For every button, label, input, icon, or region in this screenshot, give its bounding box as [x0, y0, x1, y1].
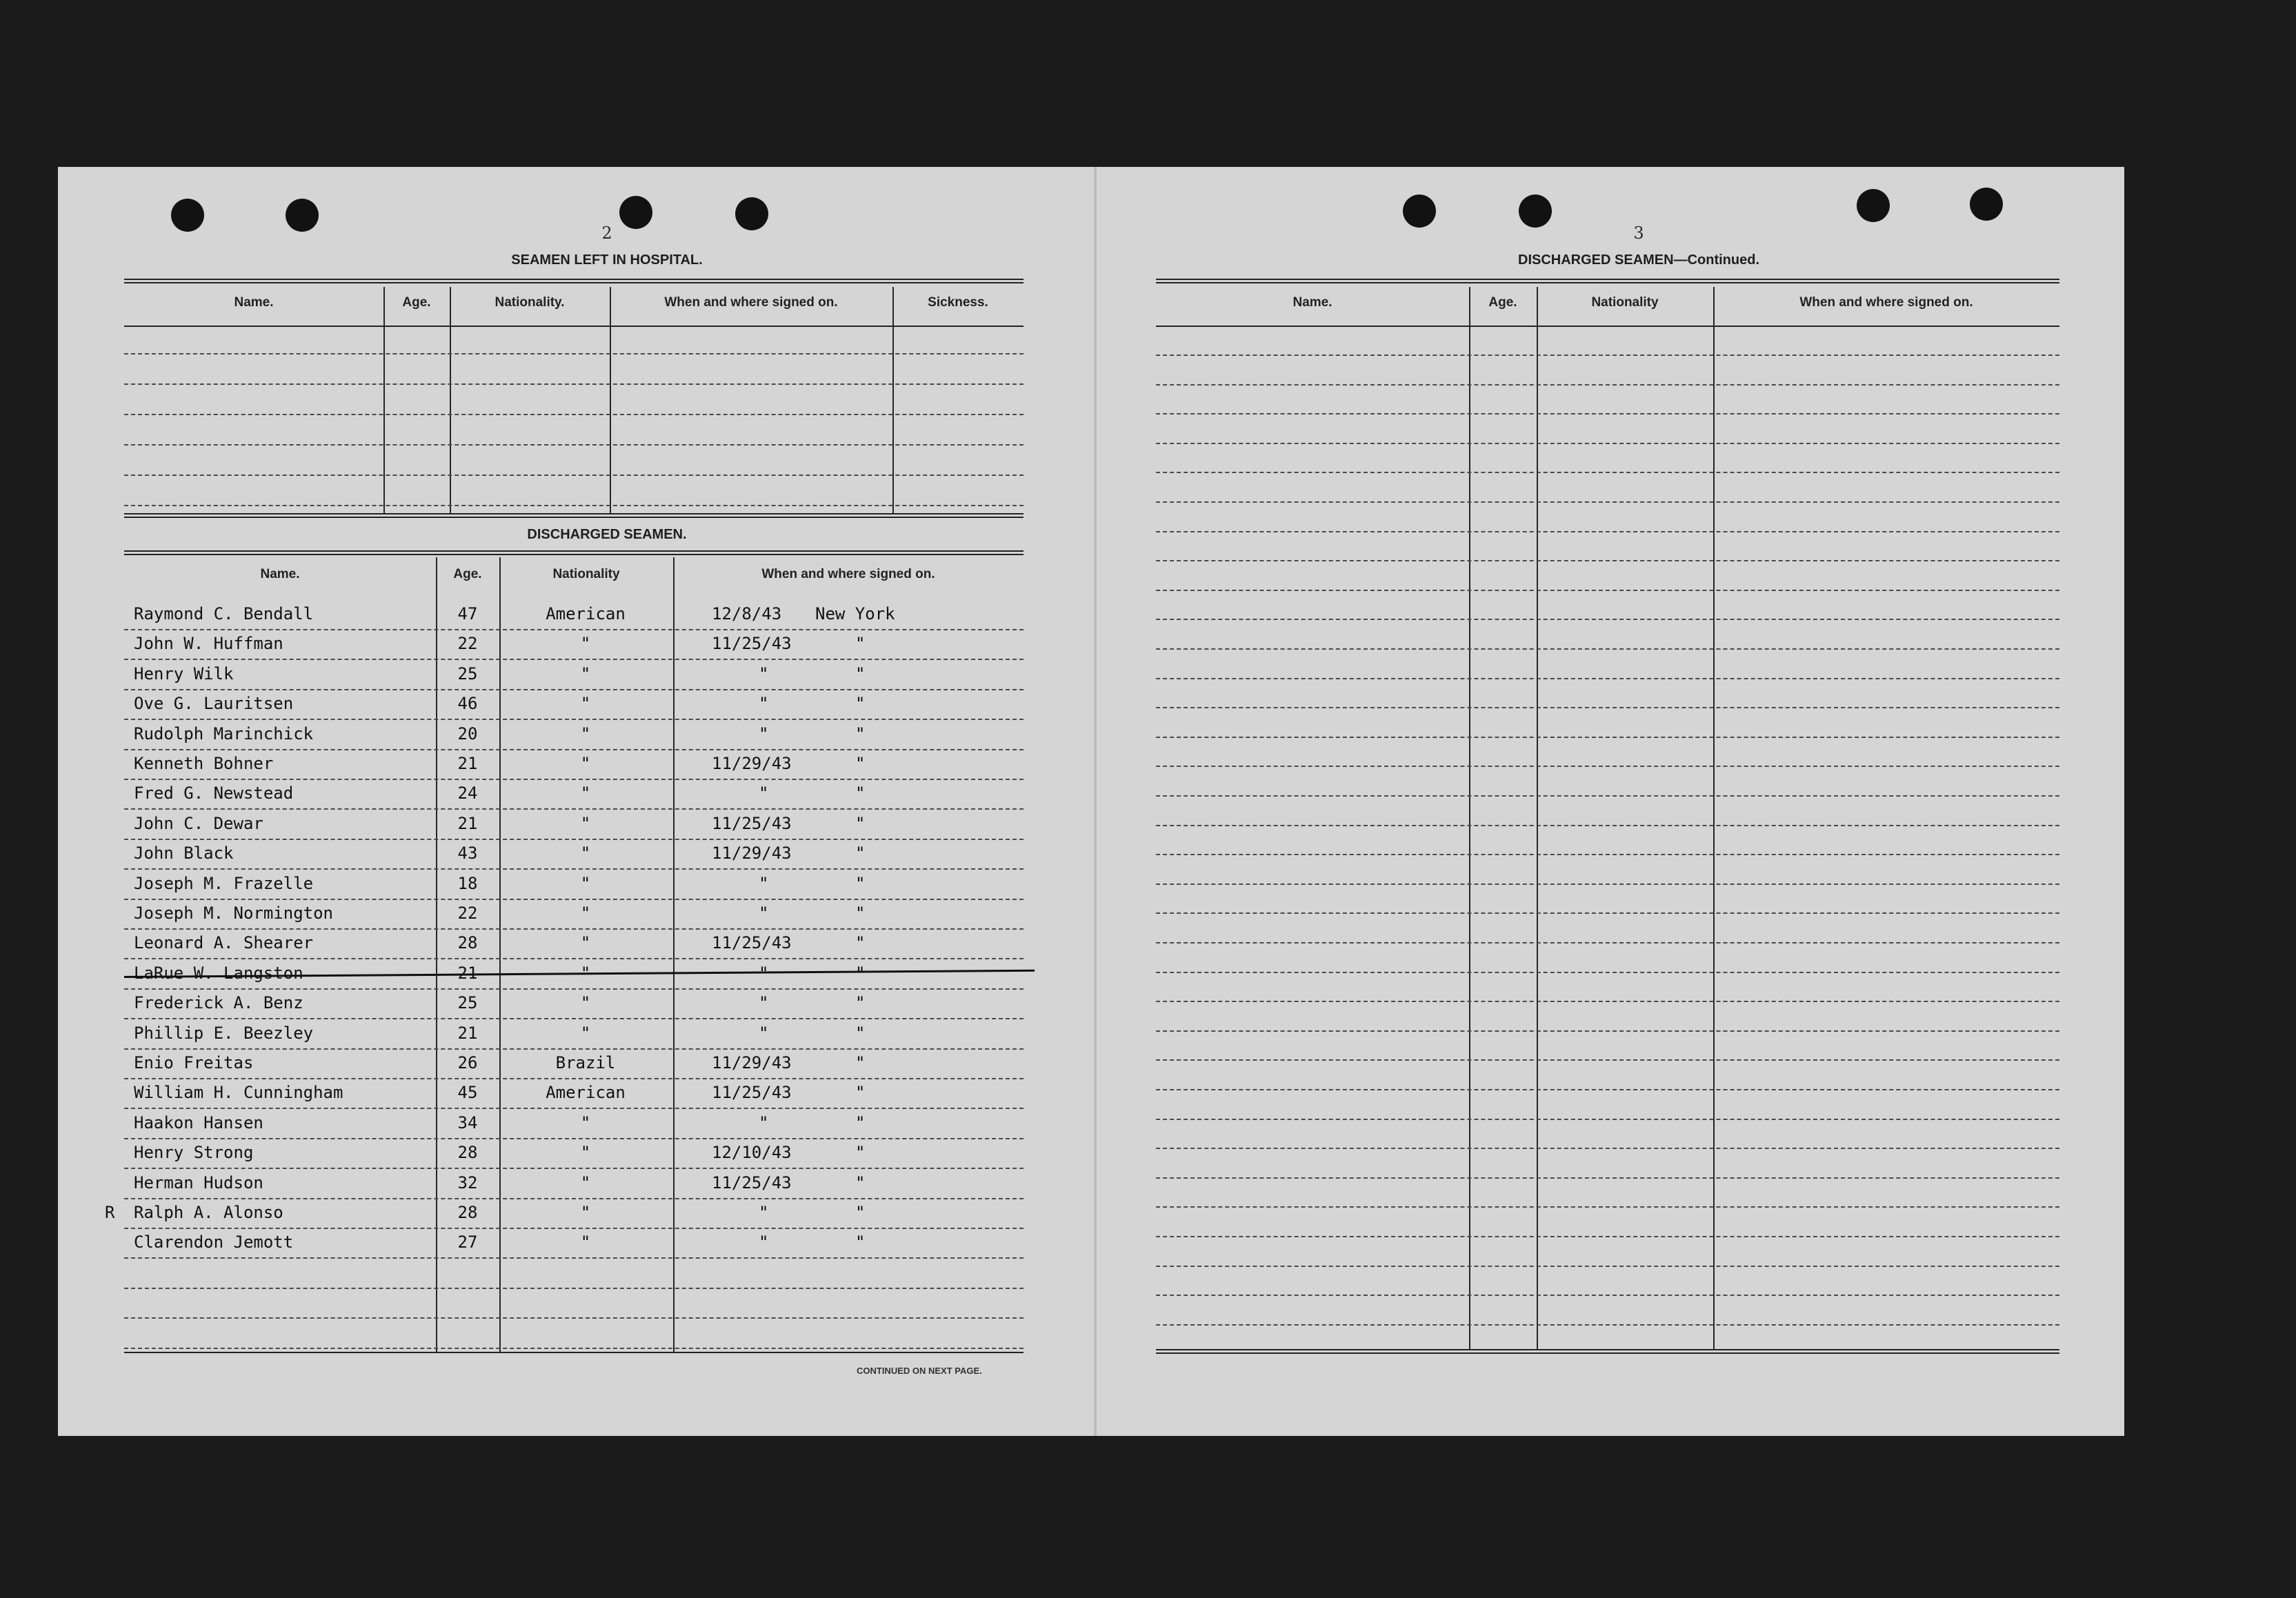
row-line — [124, 958, 1024, 959]
seaman-age: 21 — [457, 754, 478, 773]
discharged-header-name: Name. — [260, 567, 300, 581]
seaman-signed-date: 11/25/43 — [712, 1083, 792, 1103]
seaman-signed-place: " — [855, 634, 866, 654]
seaman-name: Enio Freitas — [134, 1053, 254, 1072]
continued-row-line — [1156, 883, 2059, 885]
row-line — [124, 719, 1024, 720]
hospital-row-line — [124, 444, 1024, 446]
seaman-signed-date: " — [759, 903, 769, 923]
seaman-age: 20 — [457, 723, 478, 743]
continued-row-line — [1156, 384, 2059, 386]
seaman-age: 46 — [457, 694, 478, 714]
seaman-nationality: " — [580, 1203, 591, 1222]
row-line — [124, 689, 1024, 690]
seaman-name: Herman Hudson — [134, 1172, 263, 1192]
continued-col-divider — [1537, 287, 1538, 1349]
page-number: 2 — [601, 223, 612, 243]
seaman-nationality: American — [546, 604, 626, 623]
row-line — [124, 749, 1024, 750]
seaman-age: 47 — [457, 604, 478, 623]
seaman-nationality: American — [546, 1083, 626, 1103]
seaman-nationality: " — [580, 723, 591, 743]
seaman-signed-date: " — [759, 873, 769, 893]
seaman-age: 22 — [457, 634, 478, 654]
hospital-section-title: SEAMEN LEFT IN HOSPITAL. — [511, 252, 703, 268]
hospital-row-line — [124, 475, 1024, 476]
seaman-name: Kenneth Bohner — [134, 754, 274, 773]
continued-row-line — [1156, 1119, 2059, 1120]
seaman-name: Phillip E. Beezley — [134, 1023, 314, 1043]
seaman-name: Raymond C. Bendall — [134, 604, 314, 623]
page-number: 3 — [1633, 223, 1644, 243]
seaman-nationality: " — [580, 1112, 591, 1132]
seaman-nationality: " — [580, 783, 591, 803]
continued-row-line — [1156, 531, 2059, 532]
seaman-signed-place: " — [855, 963, 866, 983]
seaman-nationality: " — [580, 694, 591, 714]
seaman-name: Joseph M. Normington — [134, 903, 333, 923]
discharged-continued-title: DISCHARGED SEAMEN—Continued. — [1518, 252, 1759, 268]
left-page — [105, 167, 1090, 1436]
seaman-signed-place: " — [855, 783, 866, 803]
seaman-signed-date: " — [759, 1023, 769, 1043]
continued-row-line — [1156, 648, 2059, 650]
hospital-row-line — [124, 414, 1024, 415]
hospital-row-line — [124, 505, 1024, 506]
continued-row-line — [1156, 472, 2059, 473]
row-line — [124, 1228, 1024, 1229]
seaman-signed-date: 11/25/43 — [712, 634, 792, 654]
row-prefix-mark: R — [105, 1203, 115, 1222]
continued-row-line — [1156, 354, 2059, 356]
seaman-name: Henry Strong — [134, 1143, 254, 1163]
seaman-name: Clarendon Jemott — [134, 1232, 294, 1252]
seaman-signed-place: " — [855, 1053, 866, 1072]
hospital-row-line — [124, 383, 1024, 385]
continued-header-name: Name. — [1292, 295, 1332, 310]
seaman-signed-date: 11/29/43 — [712, 1053, 792, 1072]
hospital-row-line — [124, 353, 1024, 354]
row-line — [124, 839, 1024, 840]
seaman-signed-place: New York — [815, 604, 895, 623]
seaman-name: Henry Wilk — [134, 663, 234, 683]
row-line — [124, 988, 1024, 990]
seaman-signed-date: " — [759, 1112, 769, 1132]
seaman-nationality: " — [580, 663, 591, 683]
hospital-col-divider — [450, 287, 451, 515]
seaman-signed-place: " — [855, 1203, 866, 1222]
seaman-signed-date: " — [759, 663, 769, 683]
seaman-signed-date: " — [759, 1232, 769, 1252]
seaman-nationality: " — [580, 813, 591, 833]
row-line — [124, 1078, 1024, 1079]
discharged-section-title: DISCHARGED SEAMEN. — [527, 527, 687, 542]
seaman-nationality: " — [580, 634, 591, 654]
seaman-signed-place: " — [855, 1023, 866, 1043]
seaman-name: LaRue W. Langston — [134, 963, 303, 983]
continued-col-divider — [1713, 287, 1715, 1349]
continued-row-line — [1156, 1148, 2059, 1149]
continued-row-line — [1156, 678, 2059, 679]
seaman-nationality: " — [580, 993, 591, 1013]
seaman-signed-place: " — [855, 993, 866, 1013]
seaman-name: William H. Cunningham — [134, 1083, 343, 1103]
blank-row-line — [124, 1348, 1024, 1349]
seaman-nationality: " — [580, 1143, 591, 1163]
row-line — [124, 868, 1024, 870]
seaman-age: 18 — [457, 873, 478, 893]
seaman-age: 28 — [457, 933, 478, 953]
seaman-signed-date: " — [759, 723, 769, 743]
seaman-signed-place: " — [855, 1083, 866, 1103]
hospital-header-nationality: Nationality. — [495, 295, 565, 310]
seaman-signed-date: " — [759, 993, 769, 1013]
continued-header-nationality: Nationality — [1591, 295, 1659, 310]
continued-col-divider — [1469, 287, 1470, 1349]
continued-row-line — [1156, 1177, 2059, 1179]
seaman-signed-place: " — [855, 754, 866, 773]
seaman-age: 26 — [457, 1053, 478, 1072]
continued-row-line — [1156, 1206, 2059, 1208]
seaman-name: Ralph A. Alonso — [134, 1203, 283, 1222]
discharged-header-age: Age. — [453, 567, 482, 581]
continued-row-line — [1156, 1324, 2059, 1326]
continued-header-rule — [1156, 326, 2059, 327]
seaman-age: 22 — [457, 903, 478, 923]
continued-row-line — [1156, 560, 2059, 561]
seaman-nationality: " — [580, 1172, 591, 1192]
continued-row-line — [1156, 1030, 2059, 1032]
continued-row-line — [1156, 1236, 2059, 1237]
seaman-nationality: " — [580, 1023, 591, 1043]
row-line — [124, 928, 1024, 930]
seaman-name: Frederick A. Benz — [134, 993, 303, 1013]
continued-row-line — [1156, 825, 2059, 826]
seaman-age: 28 — [457, 1203, 478, 1222]
continued-row-line — [1156, 737, 2059, 738]
seaman-age: 21 — [457, 1023, 478, 1043]
hospital-header-rule — [124, 326, 1024, 327]
continued-row-line — [1156, 707, 2059, 708]
seaman-age: 24 — [457, 783, 478, 803]
seaman-name: John Black — [134, 843, 234, 863]
seaman-nationality: " — [580, 903, 591, 923]
row-line — [124, 1108, 1024, 1109]
continued-row-line — [1156, 1059, 2059, 1061]
continued-row-line — [1156, 854, 2059, 855]
continued-row-line — [1156, 1089, 2059, 1090]
discharged-top-rule — [124, 550, 1024, 555]
seaman-nationality: Brazil — [555, 1053, 616, 1072]
seaman-nationality: " — [580, 933, 591, 953]
page-fold — [1094, 167, 1097, 1436]
hospital-col-divider — [610, 287, 611, 515]
seaman-signed-place: " — [855, 663, 866, 683]
discharged-header-nationality: Nationality — [552, 567, 620, 581]
seaman-signed-place: " — [855, 1232, 866, 1252]
seaman-signed-date: 11/29/43 — [712, 843, 792, 863]
seaman-age: 21 — [457, 813, 478, 833]
seaman-name: John C. Dewar — [134, 813, 263, 833]
seaman-name: John W. Huffman — [134, 634, 283, 654]
continued-header-signed-on: When and where signed on. — [1799, 295, 1973, 310]
seaman-nationality: " — [580, 963, 591, 983]
seaman-signed-date: " — [759, 694, 769, 714]
row-line — [124, 1198, 1024, 1199]
continued-header-age: Age. — [1488, 295, 1517, 310]
row-line — [124, 629, 1024, 630]
discharged-col-divider — [673, 557, 675, 1352]
seaman-name: Leonard A. Shearer — [134, 933, 314, 953]
continued-row-line — [1156, 413, 2059, 415]
manifest-sheet — [58, 167, 2124, 1436]
seaman-nationality: " — [580, 754, 591, 773]
continued-row-line — [1156, 942, 2059, 943]
row-line — [124, 1168, 1024, 1169]
seaman-age: 45 — [457, 1083, 478, 1103]
seaman-nationality: " — [580, 1232, 591, 1252]
row-line — [124, 1048, 1024, 1050]
seaman-signed-date: " — [759, 1203, 769, 1222]
row-line — [124, 659, 1024, 660]
seaman-signed-place: " — [855, 694, 866, 714]
seaman-signed-date: " — [759, 783, 769, 803]
row-line — [124, 1257, 1024, 1259]
hospital-header-name: Name. — [234, 295, 274, 310]
continued-row-line — [1156, 766, 2059, 767]
seaman-signed-place: " — [855, 903, 866, 923]
seaman-nationality: " — [580, 873, 591, 893]
seaman-signed-place: " — [855, 1143, 866, 1163]
hospital-header-age: Age. — [402, 295, 431, 310]
continued-row-line — [1156, 1295, 2059, 1296]
continued-row-line — [1156, 912, 2059, 914]
seaman-name: Fred G. Newstead — [134, 783, 294, 803]
seaman-signed-date: " — [759, 963, 769, 983]
hospital-header-sickness: Sickness. — [928, 295, 988, 310]
continued-row-line — [1156, 590, 2059, 591]
hospital-col-divider — [383, 287, 385, 515]
blank-row-line — [124, 1288, 1024, 1289]
seaman-age: 43 — [457, 843, 478, 863]
row-line — [124, 1018, 1024, 1019]
continued-note: CONTINUED ON NEXT PAGE. — [857, 1366, 982, 1376]
seaman-age: 21 — [457, 963, 478, 983]
continued-bottom-rule — [1156, 1349, 2059, 1354]
seaman-signed-place: " — [855, 723, 866, 743]
seaman-signed-place: " — [855, 813, 866, 833]
right-page — [1156, 167, 2122, 1436]
continued-row-line — [1156, 795, 2059, 797]
seaman-name: Rudolph Marinchick — [134, 723, 314, 743]
hospital-col-divider — [892, 287, 894, 515]
seaman-signed-date: 12/8/43 — [712, 604, 782, 623]
hospital-header-signed-on: When and where signed on. — [664, 295, 838, 310]
row-line — [124, 779, 1024, 780]
continued-row-line — [1156, 1266, 2059, 1267]
hospital-bottom-rule — [124, 513, 1024, 518]
row-line — [124, 808, 1024, 810]
seaman-signed-date: 11/25/43 — [712, 1172, 792, 1192]
seaman-signed-place: " — [855, 933, 866, 953]
seaman-signed-place: " — [855, 1172, 866, 1192]
continued-top-rule — [1156, 279, 2059, 283]
seaman-signed-date: 11/25/43 — [712, 813, 792, 833]
seaman-age: 27 — [457, 1232, 478, 1252]
seaman-age: 25 — [457, 663, 478, 683]
seaman-age: 25 — [457, 993, 478, 1013]
continued-row-line — [1156, 443, 2059, 444]
discharged-bottom-rule — [124, 1352, 1024, 1353]
continued-row-line — [1156, 501, 2059, 503]
continued-row-line — [1156, 619, 2059, 620]
seaman-age: 28 — [457, 1143, 478, 1163]
row-line — [124, 1138, 1024, 1139]
seaman-name: Haakon Hansen — [134, 1112, 263, 1132]
seaman-signed-place: " — [855, 873, 866, 893]
hospital-top-rule — [124, 279, 1024, 283]
seaman-age: 34 — [457, 1112, 478, 1132]
continued-row-line — [1156, 1001, 2059, 1002]
continued-row-line — [1156, 972, 2059, 973]
seaman-signed-date: 11/25/43 — [712, 933, 792, 953]
seaman-name: Joseph M. Frazelle — [134, 873, 314, 893]
row-line — [124, 899, 1024, 900]
seaman-age: 32 — [457, 1172, 478, 1192]
seaman-nationality: " — [580, 843, 591, 863]
seaman-signed-date: 12/10/43 — [712, 1143, 792, 1163]
seaman-signed-date: 11/29/43 — [712, 754, 792, 773]
seaman-signed-place: " — [855, 1112, 866, 1132]
seaman-signed-place: " — [855, 843, 866, 863]
seaman-name: Ove G. Lauritsen — [134, 694, 294, 714]
blank-row-line — [124, 1317, 1024, 1319]
discharged-header-signed-on: When and where signed on. — [761, 567, 935, 581]
